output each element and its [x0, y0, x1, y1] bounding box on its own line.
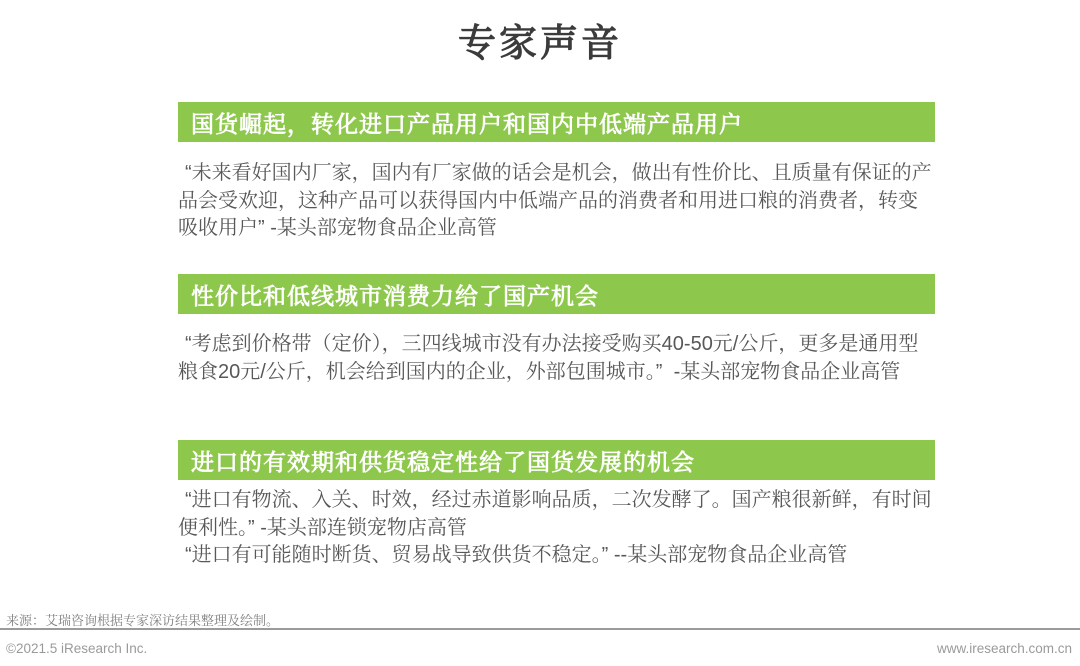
section-quotes-3 — [178, 487, 935, 570]
quote-text: “进口有可能随时断货、贸易战导致供货不稳定。” --某头部宠物食品企业高管 — [185, 544, 848, 566]
section-header-1-label: 国货崛起，转化进口产品用户和国内中低端产品用户 — [191, 110, 743, 137]
section-quotes-1 — [178, 160, 935, 243]
footer-divider — [0, 628, 1080, 630]
section-quotes-2 — [178, 331, 935, 386]
footer-copyright: ©2021.5 iResearch Inc. — [6, 641, 148, 656]
section-header-3-label: 进口的有效期和供货稳定性给了国货发展的机会 — [191, 448, 695, 475]
section-header-2 — [178, 274, 935, 314]
section-header-2-label: 性价比和低线城市消费力给了国产机会 — [191, 282, 599, 309]
section-header-1 — [178, 102, 935, 142]
quote-text: “未来看好国内厂家，国内有厂家做的话会是机会，做出有性价比、且质量有保证的产品会受欢迎，这种产品可以获得国内中低端产品的消费者和用进口粮的消费者，转变吸收用户” -某头部宠物食品企业高管 — [178, 162, 932, 239]
source-note: 来源：艾瑞咨询根据专家深访结果整理及绘制。 — [6, 613, 280, 628]
section-header-3 — [178, 440, 935, 480]
quote-text: “进口有物流、入关、时效，经过赤道影响品质，二次发酵了。国产粮很新鲜，有时间便利性。” -某头部连锁宠物店高管 — [178, 489, 932, 539]
page-title: 专家声音 — [457, 23, 622, 65]
quote-text: “考虑到价格带（定价），三四线城市没有办法接受购买40-50元/公斤，更多是通用型粮食20元/公斤，机会给到国内的企业，外部包围城市。” -某头部宠物食品企业高管 — [178, 333, 919, 383]
footer-website: www.iresearch.com.cn — [936, 641, 1072, 656]
